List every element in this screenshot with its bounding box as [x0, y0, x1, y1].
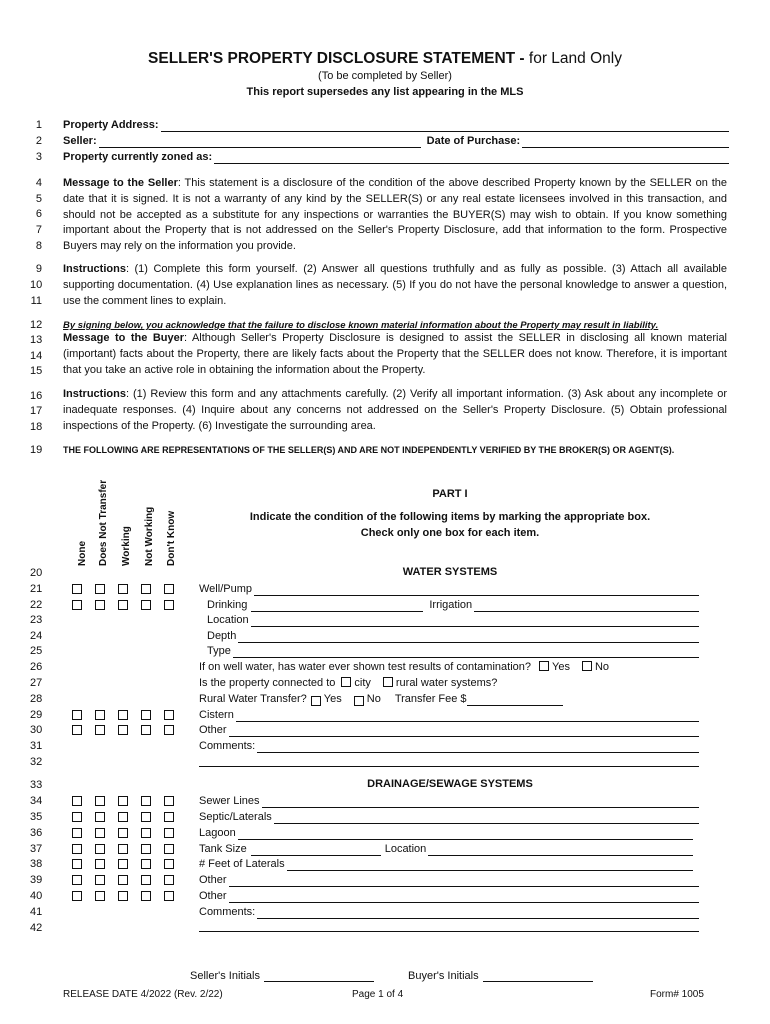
condition-checkbox[interactable] — [72, 584, 82, 594]
release-date: RELEASE DATE 4/2022 (Rev. 2/22) — [63, 989, 223, 1000]
condition-checkbox[interactable] — [118, 891, 128, 901]
line-number: 19 — [30, 444, 43, 456]
condition-checkbox[interactable] — [164, 859, 174, 869]
condition-checkbox[interactable] — [141, 844, 151, 854]
water-other-label: Other — [199, 724, 227, 736]
type-row — [207, 644, 699, 658]
line-number: 15 — [30, 365, 43, 377]
rural-transfer-yes-checkbox[interactable] — [311, 696, 321, 706]
condition-checkbox[interactable] — [72, 600, 82, 610]
condition-checkbox[interactable] — [141, 796, 151, 806]
line-number: 29 — [30, 709, 43, 721]
message-to-seller: Message to the Seller: This statement is a disclosure of the condition of the above described Property known by the SELLER on the date that it is signed. It is not a warranty of any kind by the SELLER(S) or any real estate licensees involved in this transaction, and should not be accepted as a substitute for any inspections or warranties the BUYER(S) may wish to obtain. If you know something important about the Property that is not addressed on the Seller's Property Disclosure, add that information to the form. Prospective Buyers may rely on the information you provide. — [63, 177, 727, 253]
zoned-row — [63, 150, 729, 164]
condition-checkbox[interactable] — [95, 891, 105, 901]
drainage-other-row-2 — [199, 889, 699, 903]
rural-transfer-label: Rural Water Transfer? — [199, 693, 307, 705]
buyer-initials-label: Buyer's Initials — [408, 970, 479, 982]
instructions-seller: Instructions: (1) Complete this form yourself. (2) Answer all questions truthfully and as fully as possible. (3) Attach all available supporting documentation. (4) Use explanation lines as necessary. (5) If you do not have the personal knowledge to answer a question, use the comment lines to explain. — [63, 263, 727, 307]
condition-checkbox[interactable] — [141, 600, 151, 610]
contamination-no-checkbox[interactable] — [582, 661, 592, 671]
depth-row — [207, 629, 699, 643]
column-not-working: Not Working — [144, 506, 155, 566]
water-systems-heading: WATER SYSTEMS — [402, 566, 498, 578]
seller-row — [63, 134, 729, 148]
drainage-comments-label: Comments: — [199, 906, 256, 918]
line-number: 12 — [30, 319, 43, 331]
condition-checkbox[interactable] — [72, 828, 82, 838]
line-number: 22 — [30, 599, 43, 611]
column-working: Working — [121, 526, 132, 566]
condition-checkbox[interactable] — [72, 725, 82, 735]
rural-checkbox[interactable] — [383, 677, 393, 687]
line-number: 28 — [30, 693, 43, 705]
line-number: 3 — [35, 151, 42, 163]
line-number: 2 — [35, 135, 42, 147]
line-number: 40 — [30, 890, 43, 902]
condition-checkbox[interactable] — [118, 725, 128, 735]
condition-checkbox[interactable] — [95, 796, 105, 806]
column-none: None — [77, 541, 88, 566]
condition-checkbox[interactable] — [141, 875, 151, 885]
water-other-input[interactable] — [229, 725, 699, 737]
line-number: 42 — [30, 922, 43, 934]
line-number: 17 — [30, 405, 43, 417]
tank-location-label: Location — [384, 843, 427, 855]
type-input[interactable] — [233, 646, 699, 658]
tank-size-label: Tank Size — [199, 843, 247, 855]
instructions-buyer: Instructions: (1) Review this form and any attachments carefully. (2) Verify all important information. (3) Ask about any incomplete or inadequate responses. (4) Inquire about any concerns not addressed on the Seller's Property Disclosure. (5) Obtain professional inspections of the Property. (6) Investigate the surrounding area. — [63, 388, 727, 432]
page-number: Page 1 of 4 — [352, 989, 404, 1000]
condition-checkbox[interactable] — [95, 859, 105, 869]
condition-checkbox[interactable] — [164, 891, 174, 901]
condition-checkbox[interactable] — [141, 584, 151, 594]
condition-checkbox[interactable] — [118, 584, 128, 594]
condition-checkbox[interactable] — [72, 844, 82, 854]
property-address-row — [63, 118, 729, 132]
contamination-row — [199, 660, 699, 674]
line-number: 25 — [30, 645, 43, 657]
rural-transfer-no-checkbox[interactable] — [354, 696, 364, 706]
condition-checkbox[interactable] — [141, 725, 151, 735]
line-number: 33 — [30, 779, 43, 791]
rural-transfer-no-label: No — [366, 693, 381, 705]
connected-question: Is the property connected to — [199, 677, 336, 689]
condition-checkbox[interactable] — [118, 844, 128, 854]
condition-checkbox[interactable] — [164, 725, 174, 735]
line-number: 11 — [30, 295, 42, 307]
sewer-row — [199, 794, 699, 808]
part-heading: PART I — [432, 488, 468, 500]
property-address-input[interactable] — [161, 120, 729, 132]
depth-label: Depth — [207, 630, 237, 642]
zoned-input[interactable] — [214, 152, 729, 164]
line-number: 4 — [35, 177, 42, 189]
connected-row — [199, 676, 699, 690]
line-number: 27 — [30, 677, 43, 689]
drainage-other-input-1[interactable] — [229, 875, 699, 887]
buyer-initials-row — [408, 970, 593, 982]
acknowledge-note: By signing below, you acknowledge that the failure to disclose known material information about the Property may result in liability. — [63, 320, 659, 331]
city-checkbox[interactable] — [341, 677, 351, 687]
drinking-input[interactable] — [251, 600, 423, 612]
condition-checkbox[interactable] — [95, 710, 105, 720]
message-to-buyer: Message to the Buyer: Although Seller's Property Disclosure is designed to assist the SELLER in disclosing all known material (important) facts about the Property, there are likely facts about the Property that the SELLER does not know. Therefore, it is important that you take an active role in obtaining the information about the Property. — [63, 332, 727, 376]
location-label: Location — [207, 614, 249, 626]
line-number: 16 — [30, 390, 43, 402]
line-number: 18 — [30, 421, 43, 433]
condition-checkbox[interactable] — [72, 859, 82, 869]
condition-checkbox[interactable] — [118, 796, 128, 806]
condition-checkbox[interactable] — [118, 875, 128, 885]
water-other-row — [199, 723, 699, 737]
contamination-question: If on well water, has water ever shown test results of contamination? — [199, 661, 531, 673]
buyer-initials-input[interactable] — [483, 970, 593, 982]
lagoon-input[interactable] — [238, 828, 693, 840]
condition-checkbox[interactable] — [95, 725, 105, 735]
drainage-comments-input[interactable] — [257, 907, 699, 919]
septic-input[interactable] — [274, 812, 699, 824]
seller-label: Seller: — [63, 135, 97, 147]
seller-initials-input[interactable] — [264, 970, 374, 982]
cistern-row — [199, 708, 699, 722]
line-number: 37 — [30, 843, 43, 855]
drinking-label: Drinking — [207, 599, 248, 611]
condition-checkbox[interactable] — [164, 844, 174, 854]
water-comments-line-2[interactable] — [199, 766, 699, 767]
line-number: 39 — [30, 874, 43, 886]
line-number: 7 — [35, 224, 42, 236]
drainage-other-label-1: Other — [199, 874, 227, 886]
condition-checkbox[interactable] — [95, 844, 105, 854]
line-number: 8 — [35, 240, 42, 252]
condition-checkbox[interactable] — [95, 875, 105, 885]
drainage-comments-line-2[interactable] — [199, 931, 699, 932]
property-address-label: Property Address: — [63, 119, 159, 131]
line-number: 31 — [30, 740, 43, 752]
condition-checkbox[interactable] — [95, 584, 105, 594]
condition-checkbox[interactable] — [141, 859, 151, 869]
form-title: SELLER'S PROPERTY DISCLOSURE STATEMENT - for Land Only — [148, 50, 622, 67]
line-number: 13 — [30, 334, 43, 346]
line-number: 23 — [30, 614, 43, 626]
feet-laterals-input[interactable] — [287, 859, 693, 871]
condition-checkbox[interactable] — [164, 710, 174, 720]
well-pump-label: Well/Pump — [199, 583, 252, 595]
condition-checkbox[interactable] — [118, 859, 128, 869]
seller-input[interactable] — [99, 136, 421, 148]
seller-initials-label: Seller's Initials — [190, 970, 260, 982]
drainage-heading: DRAINAGE/SEWAGE SYSTEMS — [367, 778, 533, 790]
drinking-row — [207, 598, 699, 612]
line-number: 20 — [30, 567, 43, 579]
lagoon-row — [199, 826, 693, 840]
condition-checkbox[interactable] — [164, 600, 174, 610]
condition-checkbox[interactable] — [72, 891, 82, 901]
line-number: 34 — [30, 795, 43, 807]
type-label: Type — [207, 645, 231, 657]
rural-transfer-row — [199, 692, 699, 706]
well-pump-row — [199, 582, 699, 596]
septic-row — [199, 810, 699, 824]
drainage-comments-row — [199, 905, 699, 919]
condition-checkbox[interactable] — [95, 828, 105, 838]
condition-checkbox[interactable] — [164, 812, 174, 822]
line-number: 1 — [35, 119, 42, 131]
condition-checkbox[interactable] — [95, 600, 105, 610]
septic-label: Septic/Laterals — [199, 811, 272, 823]
line-number: 35 — [30, 811, 43, 823]
drainage-other-row-1 — [199, 873, 699, 887]
irrigation-input[interactable] — [474, 600, 699, 612]
contamination-yes-checkbox[interactable] — [539, 661, 549, 671]
water-comments-label: Comments: — [199, 740, 256, 752]
line-number: 9 — [35, 263, 42, 275]
transfer-fee-label: Transfer Fee $ — [394, 693, 467, 705]
rural-label: rural water systems? — [395, 677, 498, 689]
contamination-yes-label: Yes — [552, 661, 570, 673]
cistern-input[interactable] — [236, 710, 699, 722]
condition-checkbox[interactable] — [118, 600, 128, 610]
part-instruction-2: Check only one box for each item. — [360, 527, 540, 539]
line-number: 30 — [30, 724, 43, 736]
line-number: 14 — [30, 350, 43, 362]
drainage-other-label-2: Other — [199, 890, 227, 902]
condition-checkbox[interactable] — [164, 875, 174, 885]
condition-checkbox[interactable] — [72, 710, 82, 720]
cistern-label: Cistern — [199, 709, 234, 721]
sewer-input[interactable] — [262, 796, 699, 808]
drainage-other-input-2[interactable] — [229, 891, 699, 903]
representations-note: THE FOLLOWING ARE REPRESENTATIONS OF THE SELLER(S) AND ARE NOT INDEPENDENTLY VERIFIED BY THE BROKER(S) OR AGENT(S). — [63, 445, 675, 455]
condition-checkbox[interactable] — [118, 828, 128, 838]
line-number: 38 — [30, 858, 43, 870]
supersedes-note: This report supersedes any list appearing in the MLS — [246, 86, 524, 98]
water-comments-input[interactable] — [257, 741, 699, 753]
condition-checkbox[interactable] — [141, 891, 151, 901]
tank-size-input[interactable] — [251, 844, 381, 856]
line-number: 6 — [35, 208, 42, 220]
condition-checkbox[interactable] — [141, 812, 151, 822]
date-of-purchase-input[interactable] — [522, 136, 729, 148]
part-instruction-1: Indicate the condition of the following items by marking the appropriate box. — [249, 511, 651, 523]
form-number: Form# 1005 — [650, 989, 704, 1000]
condition-checkbox[interactable] — [72, 812, 82, 822]
location-row — [207, 613, 699, 627]
lagoon-label: Lagoon — [199, 827, 236, 839]
irrigation-label: Irrigation — [429, 599, 473, 611]
line-number: 41 — [30, 906, 43, 918]
condition-checkbox[interactable] — [164, 584, 174, 594]
column-dont-know: Don't Know — [166, 510, 177, 566]
line-number: 10 — [30, 279, 43, 291]
transfer-fee-input[interactable] — [467, 694, 563, 706]
condition-checkbox[interactable] — [118, 710, 128, 720]
location-input[interactable] — [251, 615, 699, 627]
seller-initials-row — [190, 970, 374, 982]
contamination-no-label: No — [594, 661, 610, 673]
line-number: 32 — [30, 756, 43, 768]
condition-checkbox[interactable] — [141, 710, 151, 720]
condition-checkbox[interactable] — [164, 828, 174, 838]
line-number: 24 — [30, 630, 43, 642]
water-comments-row — [199, 739, 699, 753]
tank-size-row — [199, 842, 693, 856]
condition-checkbox[interactable] — [72, 796, 82, 806]
line-number: 5 — [35, 193, 42, 205]
column-does-not-transfer: Does Not Transfer — [98, 479, 109, 566]
line-number: 26 — [30, 661, 43, 673]
feet-laterals-row — [199, 857, 693, 871]
city-label: city — [354, 677, 371, 689]
date-of-purchase-label: Date of Purchase: — [426, 135, 521, 147]
line-number: 21 — [30, 583, 43, 595]
condition-checkbox[interactable] — [118, 812, 128, 822]
condition-checkbox[interactable] — [72, 875, 82, 885]
tank-location-input[interactable] — [428, 844, 693, 856]
depth-input[interactable] — [238, 631, 699, 643]
condition-checkbox[interactable] — [141, 828, 151, 838]
well-pump-input[interactable] — [254, 584, 699, 596]
line-number: 36 — [30, 827, 43, 839]
condition-checkbox[interactable] — [164, 796, 174, 806]
feet-laterals-label: # Feet of Laterals — [199, 858, 285, 870]
form-subtitle: (To be completed by Seller) — [318, 70, 452, 82]
zoned-label: Property currently zoned as: — [63, 151, 213, 163]
sewer-label: Sewer Lines — [199, 795, 260, 807]
rural-transfer-yes-label: Yes — [323, 693, 342, 705]
condition-checkbox[interactable] — [95, 812, 105, 822]
